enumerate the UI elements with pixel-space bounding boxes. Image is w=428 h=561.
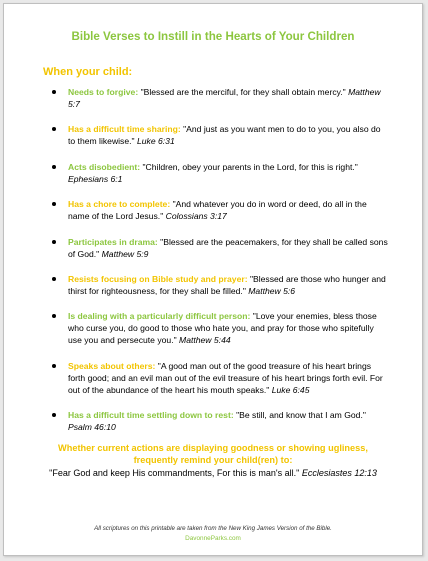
situation-label: Has a chore to complete:	[68, 199, 171, 210]
bullet-icon	[52, 165, 56, 169]
final-quote: "Fear God and keep His commandments, For this is man's all."	[49, 468, 302, 478]
page-title: Bible Verses to Instill in the Hearts of Your Children	[71, 30, 355, 43]
closing-heading	[4, 442, 422, 466]
bullet-icon	[52, 314, 56, 318]
bullet-icon	[52, 413, 56, 417]
verse-reference: Luke 6:31	[136, 136, 175, 147]
verse-text: "And just as you want men to do to you, you also do to them likewise."	[68, 124, 381, 147]
verse-text: "Children, obey your parents in the Lord, for this is right."	[140, 161, 358, 172]
verse-text: "Blessed are the merciful, for they shall obtain mercy."	[138, 87, 349, 97]
situation-label: Is dealing with a particularly difficult person:	[68, 311, 251, 322]
verse-text: "A good man out of the good treasure of his heart brings forth good; and an evil man out of the evil treasure of his heart brings forth evil. For out of the abundance of the heart his mouth speaks."	[68, 360, 383, 395]
intro-heading: When your child:	[43, 66, 133, 78]
verse-reference: Colossians 3:17	[165, 211, 227, 222]
list-item	[52, 86, 388, 110]
verse-reference: Matthew 5:9	[101, 248, 149, 259]
website-link[interactable]: DavonneParks.com	[185, 535, 241, 542]
verse-reference: Matthew 5:7	[68, 87, 381, 109]
verse-reference: Ephesians 6:1	[68, 173, 123, 184]
verse-reference: Matthew 5:44	[179, 335, 231, 346]
bullet-icon	[52, 277, 56, 281]
situation-label: Resists focusing on Bible study and prayer:	[68, 273, 248, 284]
verse-list	[52, 86, 388, 447]
list-item	[52, 273, 388, 297]
list-item	[52, 236, 388, 260]
list-item	[52, 310, 388, 346]
closing-line-1: Whether current actions are displaying goodness or showing ugliness,	[58, 443, 368, 453]
list-item	[52, 409, 388, 433]
bullet-icon	[52, 364, 56, 368]
bullet-icon	[52, 127, 56, 131]
list-item	[52, 360, 388, 396]
situation-label: Participates in drama:	[68, 236, 158, 247]
footnote: All scriptures on this printable are taken from the New King James Version of the Bible.	[94, 525, 332, 532]
bullet-icon	[52, 90, 56, 94]
final-verse	[4, 467, 422, 479]
verse-text: "Blessed are those who hunger and thirst for righteousness, for they shall be filled."	[68, 273, 386, 296]
verse-text: "Love your enemies, bless those who curse you, do good to those who hate you, and pray for those who spitefully use you and persecute you."	[68, 311, 377, 346]
verse-text: "And whatever you do in word or deed, do all in the name of the Lord Jesus."	[68, 199, 367, 222]
closing-line-2: frequently remind your child(ren) to:	[133, 455, 293, 465]
bullet-icon	[52, 240, 56, 244]
verse-reference: Psalm 46:10	[68, 422, 116, 433]
printable-page	[3, 3, 423, 556]
situation-label: Speaks about others:	[68, 360, 156, 371]
situation-label: Has a difficult time sharing:	[68, 124, 181, 135]
situation-label: Needs to forgive:	[68, 87, 139, 97]
list-item	[52, 198, 388, 222]
list-item	[52, 161, 388, 185]
verse-reference: Matthew 5:6	[248, 285, 296, 296]
situation-label: Acts disobedient:	[68, 161, 141, 172]
verse-text: "Blessed are the peacemakers, for they shall be called sons of God."	[68, 236, 388, 259]
verse-reference: Luke 6:45	[271, 384, 310, 395]
verse-text: "Be still, and know that I am God."	[233, 410, 366, 421]
bullet-icon	[52, 202, 56, 206]
final-reference: Ecclesiastes 12:13	[301, 468, 377, 478]
situation-label: Has a difficult time settling down to rest:	[68, 410, 234, 421]
list-item	[52, 123, 388, 147]
